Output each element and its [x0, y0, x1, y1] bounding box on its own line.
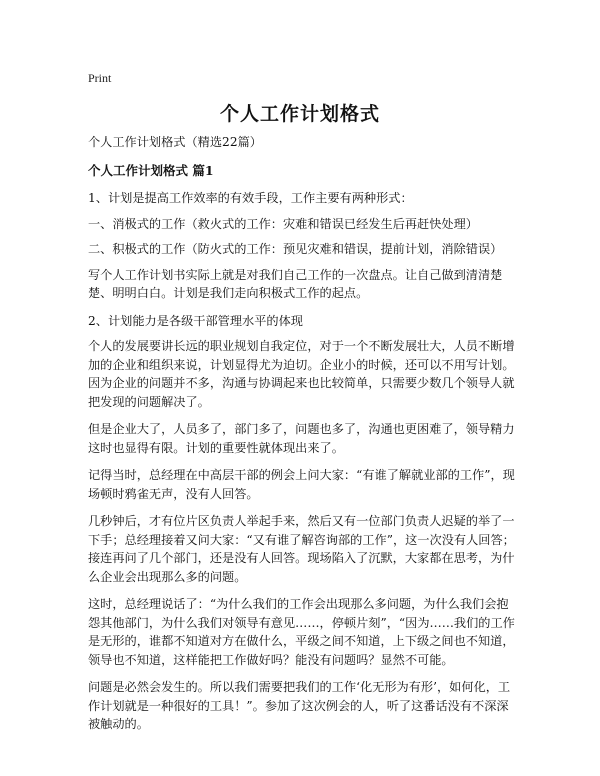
paragraph-4: 写个人工作计划书实际上就是对我们自己工作的一次盘点。让自己做到清清楚楚、明明白白。计划是我们走向积极式工作的起点。 — [88, 267, 503, 300]
paragraph-6: 个人的发展要讲长远的职业规划自我定位，对于一个不断发展壮大，人员不断增加的企业和组织来说，计划显得尤为迫切。企业小的时候，还可以不用写计划。因为企业的问题并不多，沟通与协调起来也比较简单，只需要少数几个领导人就把发现的问题解决了。 — [88, 339, 515, 409]
paragraph-2: 一、消极式的工作（救火式的工作：灾难和错误已经发生后再赶快处理） — [88, 216, 478, 231]
paragraph-11: 问题是必然会发生的。所以我们需要把我们的工作‘化无形为有形’，如何化，工作计划就是一种很好的工具！”。参加了这次例会的人，听了这番话没有不深深被触动的。 — [88, 680, 511, 731]
page-title: 个人工作计划格式 — [219, 103, 380, 125]
article-body — [88, 133, 518, 743]
paragraph-10: 这时，总经理说话了：“为什么我们的工作会出现那么多问题，为什么我们会抱怨其他部门，为什么我们对领导有意见……，停顿片刻”，“因为……我们的工作是无形的，谁都不知道对方在做什么，平级之间不知道，上下级之间也不知道，领导也不知道，这样能把工作做好吗？能没有问题吗？显然不可能。 — [88, 597, 515, 667]
subtitle: 个人工作计划格式（精选22篇） — [88, 135, 262, 149]
paragraph-8: 记得当时，总经理在中高层干部的例会上问大家：“有谁了解就业部的工作”，现场顿时鸦雀无声，没有人回答。 — [88, 468, 515, 501]
paragraph-7: 但是企业大了，人员多了，部门多了，问题也多了，沟通也更困难了，领导精力这时也显得有限。计划的重要性就体现出来了。 — [88, 422, 515, 455]
print-link[interactable]: Print — [88, 71, 112, 85]
paragraph-5: 2、计划能力是各级干部管理水平的体现 — [88, 313, 303, 328]
paragraph-3: 二、积极式的工作（防火式的工作：预见灾难和错误，提前计划，消除错误） — [88, 242, 503, 256]
paragraph-9: 几秒钟后，才有位片区负责人举起手来，然后又有一位部门负责人迟疑的举了一下手；总经理接着又问大家：“又有谁了解咨询部的工作”，这一次没有人回答；接连再问了几个部门，还是没有人回答。现场陷入了沉默，大家都在思考，为什么企业会出现那么多的问题。 — [88, 514, 515, 584]
section-heading: 个人工作计划格式 篇1 — [88, 162, 214, 178]
paragraph-1: 1、计划是提高工作效率的有效手段，工作主要有两种形式： — [88, 191, 413, 205]
